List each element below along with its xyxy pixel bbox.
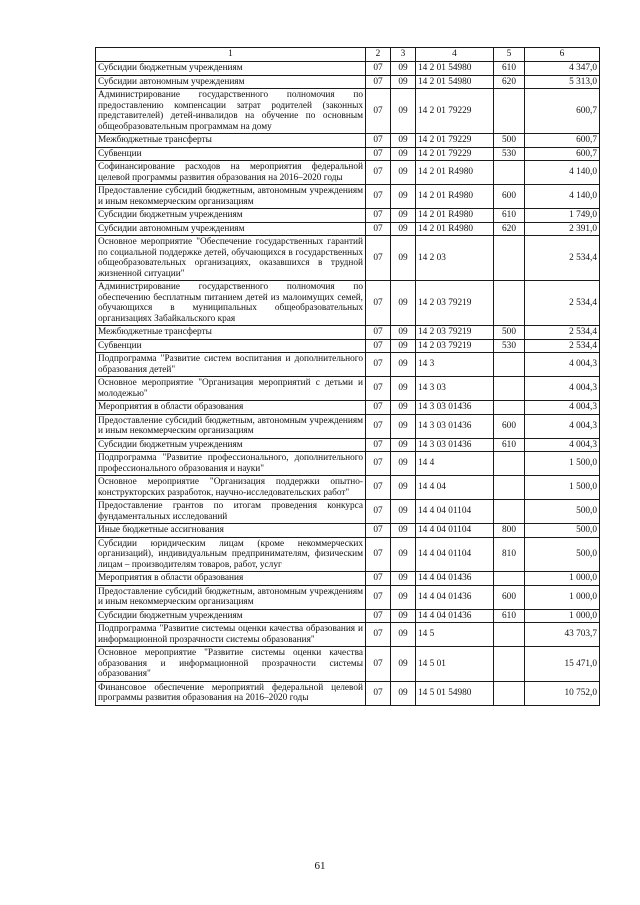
row-subsection: 09 bbox=[391, 185, 416, 209]
row-section: 07 bbox=[366, 147, 391, 161]
row-amount: 4 140,0 bbox=[525, 185, 600, 209]
row-section: 07 bbox=[366, 281, 391, 326]
row-subsection: 09 bbox=[391, 476, 416, 500]
table-row bbox=[96, 585, 600, 609]
page-number: 61 bbox=[314, 860, 326, 872]
row-amount: 4 004,3 bbox=[525, 377, 600, 401]
row-subsection: 09 bbox=[391, 281, 416, 326]
row-target-article: 14 2 01 54980 bbox=[416, 62, 494, 76]
row-section: 07 bbox=[366, 377, 391, 401]
row-section: 07 bbox=[366, 452, 391, 476]
row-name: Мероприятия в области образования bbox=[96, 572, 366, 586]
row-target-article: 14 2 01 R4980 bbox=[416, 222, 494, 236]
row-amount: 500,0 bbox=[525, 500, 600, 524]
row-subsection: 09 bbox=[391, 75, 416, 89]
row-section: 07 bbox=[366, 89, 391, 134]
row-target-article: 14 2 01 79229 bbox=[416, 134, 494, 148]
row-subsection: 09 bbox=[391, 537, 416, 572]
table-row bbox=[96, 353, 600, 377]
row-subsection: 09 bbox=[391, 222, 416, 236]
row-amount: 1 000,0 bbox=[525, 609, 600, 623]
row-expense-type bbox=[494, 623, 525, 647]
row-amount: 43 703,7 bbox=[525, 623, 600, 647]
row-amount: 4 004,3 bbox=[525, 353, 600, 377]
row-subsection: 09 bbox=[391, 681, 416, 705]
row-expense-type bbox=[494, 681, 525, 705]
row-target-article: 14 5 bbox=[416, 623, 494, 647]
row-subsection: 09 bbox=[391, 524, 416, 538]
header-cell-1: 1 bbox=[96, 48, 366, 62]
row-target-article: 14 4 04 01104 bbox=[416, 500, 494, 524]
row-expense-type: 530 bbox=[494, 339, 525, 353]
row-expense-type: 800 bbox=[494, 524, 525, 538]
row-expense-type: 500 bbox=[494, 326, 525, 340]
row-amount: 10 752,0 bbox=[525, 681, 600, 705]
row-target-article: 14 2 01 79229 bbox=[416, 147, 494, 161]
table-row bbox=[96, 647, 600, 682]
budget-table bbox=[95, 47, 600, 706]
table-row bbox=[96, 623, 600, 647]
row-target-article: 14 3 bbox=[416, 353, 494, 377]
row-name: Межбюджетные трансферты bbox=[96, 134, 366, 148]
row-amount: 1 500,0 bbox=[525, 476, 600, 500]
table-row bbox=[96, 414, 600, 438]
table-row bbox=[96, 609, 600, 623]
table-row bbox=[96, 147, 600, 161]
row-name: Субсидии бюджетным учреждениям bbox=[96, 209, 366, 223]
row-subsection: 09 bbox=[391, 609, 416, 623]
row-expense-type: 620 bbox=[494, 222, 525, 236]
row-name: Предоставление субсидий бюджетным, автономным учреждениям и иным некоммерческим организациям bbox=[96, 414, 366, 438]
table-row bbox=[96, 134, 600, 148]
row-target-article: 14 2 03 79219 bbox=[416, 326, 494, 340]
row-target-article: 14 4 bbox=[416, 452, 494, 476]
row-name: Подпрограмма "Развитие профессионального, дополнительного профессионального образования и науки" bbox=[96, 452, 366, 476]
row-section: 07 bbox=[366, 236, 391, 281]
row-subsection: 09 bbox=[391, 89, 416, 134]
row-subsection: 09 bbox=[391, 623, 416, 647]
row-target-article: 14 2 03 79219 bbox=[416, 339, 494, 353]
header-cell-6: 6 bbox=[525, 48, 600, 62]
row-subsection: 09 bbox=[391, 161, 416, 185]
row-target-article: 14 5 01 54980 bbox=[416, 681, 494, 705]
header-cell-2: 2 bbox=[366, 48, 391, 62]
row-target-article: 14 5 01 bbox=[416, 647, 494, 682]
row-amount: 15 471,0 bbox=[525, 647, 600, 682]
row-target-article: 14 4 04 01104 bbox=[416, 537, 494, 572]
table-row bbox=[96, 75, 600, 89]
row-target-article: 14 2 03 79219 bbox=[416, 281, 494, 326]
row-subsection: 09 bbox=[391, 438, 416, 452]
row-subsection: 09 bbox=[391, 62, 416, 76]
row-expense-type: 500 bbox=[494, 134, 525, 148]
row-amount: 600,7 bbox=[525, 134, 600, 148]
table-row bbox=[96, 377, 600, 401]
row-subsection: 09 bbox=[391, 353, 416, 377]
row-target-article: 14 3 03 01436 bbox=[416, 401, 494, 415]
table-row bbox=[96, 326, 600, 340]
table-row bbox=[96, 401, 600, 415]
row-target-article: 14 2 01 54980 bbox=[416, 75, 494, 89]
row-amount: 2 534,4 bbox=[525, 326, 600, 340]
row-target-article: 14 2 01 R4980 bbox=[416, 161, 494, 185]
row-expense-type: 610 bbox=[494, 438, 525, 452]
row-section: 07 bbox=[366, 585, 391, 609]
row-amount: 4 004,3 bbox=[525, 414, 600, 438]
row-section: 07 bbox=[366, 222, 391, 236]
row-target-article: 14 4 04 01436 bbox=[416, 572, 494, 586]
row-name: Финансовое обеспечение мероприятий федеральной целевой программы развития образования на 2016–2020 годы bbox=[96, 681, 366, 705]
row-amount: 4 004,3 bbox=[525, 438, 600, 452]
row-amount: 1 000,0 bbox=[525, 585, 600, 609]
row-amount: 1 749,0 bbox=[525, 209, 600, 223]
table-row bbox=[96, 185, 600, 209]
row-expense-type: 600 bbox=[494, 585, 525, 609]
row-name: Основное мероприятие "Обеспечение государственных гарантий по социальной поддержке детей, обучающихся в государственных общеобразовательных организациях, оказавшихся в трудной жизненной ситуации" bbox=[96, 236, 366, 281]
row-amount: 500,0 bbox=[525, 537, 600, 572]
row-subsection: 09 bbox=[391, 572, 416, 586]
row-amount: 1 000,0 bbox=[525, 572, 600, 586]
table-row bbox=[96, 161, 600, 185]
row-amount: 2 534,4 bbox=[525, 281, 600, 326]
row-amount: 2 391,0 bbox=[525, 222, 600, 236]
row-section: 07 bbox=[366, 623, 391, 647]
row-name: Субсидии юридическим лицам (кроме некоммерческих организаций), индивидуальным предпринимателям, физическим лицам – производителям товаров, работ, услуг bbox=[96, 537, 366, 572]
row-section: 07 bbox=[366, 572, 391, 586]
row-name: Предоставление субсидий бюджетным, автономным учреждениям и иным некоммерческим организациям bbox=[96, 185, 366, 209]
row-expense-type bbox=[494, 353, 525, 377]
row-expense-type: 610 bbox=[494, 62, 525, 76]
row-expense-type bbox=[494, 452, 525, 476]
row-amount: 5 313,0 bbox=[525, 75, 600, 89]
header-row bbox=[96, 48, 600, 62]
row-target-article: 14 3 03 01436 bbox=[416, 414, 494, 438]
row-section: 07 bbox=[366, 185, 391, 209]
row-target-article: 14 4 04 01104 bbox=[416, 524, 494, 538]
row-section: 07 bbox=[366, 353, 391, 377]
row-name: Предоставление грантов по итогам проведения конкурса фундаментальных исследований bbox=[96, 500, 366, 524]
table-row bbox=[96, 281, 600, 326]
row-amount: 4 347,0 bbox=[525, 62, 600, 76]
row-expense-type bbox=[494, 236, 525, 281]
row-name: Мероприятия в области образования bbox=[96, 401, 366, 415]
row-subsection: 09 bbox=[391, 647, 416, 682]
row-subsection: 09 bbox=[391, 585, 416, 609]
row-name: Софинансирование расходов на мероприятия федеральной целевой программы развития образования на 2016–2020 годы bbox=[96, 161, 366, 185]
row-section: 07 bbox=[366, 339, 391, 353]
table-row bbox=[96, 209, 600, 223]
row-name: Основное мероприятие "Развитие системы оценки качества образования и информационной прозрачности системы образования" bbox=[96, 647, 366, 682]
row-name: Субсидии бюджетным учреждениям bbox=[96, 62, 366, 76]
table-row bbox=[96, 681, 600, 705]
row-name: Основное мероприятие "Организация мероприятий с детьми и молодежью" bbox=[96, 377, 366, 401]
table-row bbox=[96, 537, 600, 572]
row-expense-type: 620 bbox=[494, 75, 525, 89]
row-name: Администрирование государственного полномочия по предоставлению компенсации затрат родителей (законных представителей) детей-инвалидов на обучение по основным общеобразовательным программам на дому bbox=[96, 89, 366, 134]
table-row bbox=[96, 222, 600, 236]
row-subsection: 09 bbox=[391, 452, 416, 476]
row-subsection: 09 bbox=[391, 339, 416, 353]
row-section: 07 bbox=[366, 476, 391, 500]
row-name: Предоставление субсидий бюджетным, автономным учреждениям и иным некоммерческим организациям bbox=[96, 585, 366, 609]
row-expense-type bbox=[494, 281, 525, 326]
row-name: Основное мероприятие "Организация поддержки опытно-конструкторских разработок, научно-исследовательских работ" bbox=[96, 476, 366, 500]
row-subsection: 09 bbox=[391, 209, 416, 223]
row-section: 07 bbox=[366, 647, 391, 682]
row-section: 07 bbox=[366, 438, 391, 452]
row-name: Субвенции bbox=[96, 147, 366, 161]
row-section: 07 bbox=[366, 161, 391, 185]
row-name: Субвенции bbox=[96, 339, 366, 353]
row-subsection: 09 bbox=[391, 236, 416, 281]
table-row bbox=[96, 438, 600, 452]
row-name: Субсидии бюджетным учреждениям bbox=[96, 609, 366, 623]
row-expense-type: 600 bbox=[494, 414, 525, 438]
row-target-article: 14 4 04 01436 bbox=[416, 585, 494, 609]
row-target-article: 14 2 03 bbox=[416, 236, 494, 281]
row-subsection: 09 bbox=[391, 500, 416, 524]
row-section: 07 bbox=[366, 537, 391, 572]
row-subsection: 09 bbox=[391, 134, 416, 148]
row-subsection: 09 bbox=[391, 326, 416, 340]
row-expense-type: 610 bbox=[494, 209, 525, 223]
row-section: 07 bbox=[366, 326, 391, 340]
row-subsection: 09 bbox=[391, 414, 416, 438]
row-expense-type bbox=[494, 647, 525, 682]
row-name: Межбюджетные трансферты bbox=[96, 326, 366, 340]
row-name: Субсидии автономным учреждениям bbox=[96, 222, 366, 236]
row-section: 07 bbox=[366, 414, 391, 438]
row-expense-type: 530 bbox=[494, 147, 525, 161]
row-expense-type: 600 bbox=[494, 185, 525, 209]
row-section: 07 bbox=[366, 524, 391, 538]
row-target-article: 14 2 01 R4980 bbox=[416, 185, 494, 209]
row-section: 07 bbox=[366, 62, 391, 76]
row-section: 07 bbox=[366, 609, 391, 623]
row-subsection: 09 bbox=[391, 401, 416, 415]
row-amount: 500,0 bbox=[525, 524, 600, 538]
row-section: 07 bbox=[366, 209, 391, 223]
row-subsection: 09 bbox=[391, 147, 416, 161]
table-row bbox=[96, 452, 600, 476]
table-row bbox=[96, 339, 600, 353]
row-amount: 2 534,4 bbox=[525, 236, 600, 281]
row-name: Администрирование государственного полномочия по обеспечению бесплатным питанием детей из малоимущих семей, обучающихся в муниципальных общеобразовательных организациях Забайкальского края bbox=[96, 281, 366, 326]
row-amount: 600,7 bbox=[525, 89, 600, 134]
table-row bbox=[96, 476, 600, 500]
table-row bbox=[96, 500, 600, 524]
row-expense-type bbox=[494, 500, 525, 524]
table-row bbox=[96, 236, 600, 281]
table-row bbox=[96, 572, 600, 586]
header-cell-3: 3 bbox=[391, 48, 416, 62]
row-target-article: 14 3 03 bbox=[416, 377, 494, 401]
row-amount: 4 140,0 bbox=[525, 161, 600, 185]
row-amount: 1 500,0 bbox=[525, 452, 600, 476]
row-target-article: 14 4 04 bbox=[416, 476, 494, 500]
row-name: Субсидии автономным учреждениям bbox=[96, 75, 366, 89]
row-amount: 2 534,4 bbox=[525, 339, 600, 353]
row-name: Иные бюджетные ассигнования bbox=[96, 524, 366, 538]
row-expense-type: 810 bbox=[494, 537, 525, 572]
row-section: 07 bbox=[366, 134, 391, 148]
row-section: 07 bbox=[366, 500, 391, 524]
table-row bbox=[96, 524, 600, 538]
row-amount: 600,7 bbox=[525, 147, 600, 161]
row-expense-type: 610 bbox=[494, 609, 525, 623]
table-row bbox=[96, 89, 600, 134]
row-target-article: 14 2 01 79229 bbox=[416, 89, 494, 134]
row-name: Субсидии бюджетным учреждениям bbox=[96, 438, 366, 452]
row-section: 07 bbox=[366, 75, 391, 89]
row-expense-type bbox=[494, 161, 525, 185]
row-name: Подпрограмма "Развитие систем воспитания и дополнительного образования детей" bbox=[96, 353, 366, 377]
header-cell-4: 4 bbox=[416, 48, 494, 62]
row-expense-type bbox=[494, 89, 525, 134]
table-row bbox=[96, 62, 600, 76]
table-body bbox=[96, 48, 600, 706]
row-expense-type bbox=[494, 476, 525, 500]
row-amount: 4 004,3 bbox=[525, 401, 600, 415]
header-cell-5: 5 bbox=[494, 48, 525, 62]
row-subsection: 09 bbox=[391, 377, 416, 401]
row-section: 07 bbox=[366, 681, 391, 705]
row-target-article: 14 3 03 01436 bbox=[416, 438, 494, 452]
row-target-article: 14 2 01 R4980 bbox=[416, 209, 494, 223]
row-expense-type bbox=[494, 401, 525, 415]
row-expense-type bbox=[494, 377, 525, 401]
row-target-article: 14 4 04 01436 bbox=[416, 609, 494, 623]
row-name: Подпрограмма "Развитие системы оценки качества образования и информационной прозрачности системы образования" bbox=[96, 623, 366, 647]
row-expense-type bbox=[494, 572, 525, 586]
row-section: 07 bbox=[366, 401, 391, 415]
